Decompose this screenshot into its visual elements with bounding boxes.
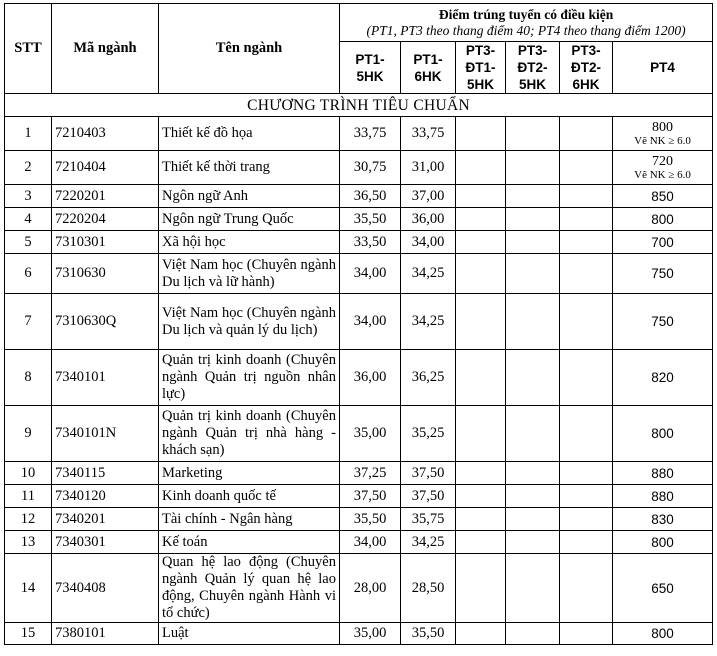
row-pt3-dt1-5hk: [456, 485, 506, 508]
row-pt3-dt2-6hk: [560, 508, 613, 531]
row-name: Luật: [159, 623, 340, 645]
row-pt4: 700: [613, 231, 713, 254]
row-pt3-dt2-5hk: [506, 462, 560, 485]
row-pt3-dt1-5hk: [456, 185, 506, 208]
row-pt1-6hk: 31,00: [401, 151, 456, 185]
header-group-title: Điểm trúng tuyển có điều kiện: [438, 7, 614, 22]
row-code: 7210403: [52, 117, 159, 151]
row-pt3-dt1-5hk: [456, 554, 506, 623]
row-pt4: [613, 151, 713, 185]
row-pt4: 650: [613, 554, 713, 623]
header-stt: STT: [5, 4, 52, 94]
section-row: [5, 94, 713, 117]
row-pt1-6hk: 34,25: [401, 254, 456, 294]
row-pt4: 830: [613, 508, 713, 531]
row-code: 7220204: [52, 208, 159, 231]
row-pt4: 820: [613, 350, 713, 406]
row-code: 7310630: [52, 254, 159, 294]
row-pt4: 750: [613, 294, 713, 350]
row-name: Quản trị kinh doanh (Chuyên ngành Quản trị nguồn nhân lực): [159, 350, 340, 406]
row-stt: 7: [5, 294, 52, 350]
row-pt3-dt1-5hk: [456, 508, 506, 531]
row-code: 7340120: [52, 485, 159, 508]
row-pt3-dt2-5hk: [506, 254, 560, 294]
header-name: Tên ngành: [159, 4, 340, 94]
row-pt3-dt2-6hk: [560, 231, 613, 254]
row-pt3-dt2-6hk: [560, 117, 613, 151]
row-pt3-dt2-6hk: [560, 151, 613, 185]
row-pt1-5hk: 30,75: [340, 151, 401, 185]
row-pt3-dt2-5hk: [506, 623, 560, 645]
row-code: 7340408: [52, 554, 159, 623]
row-pt1-6hk: 36,25: [401, 350, 456, 406]
row-pt1-5hk: 34,00: [340, 531, 401, 554]
table-row: [5, 485, 713, 508]
table-row: [5, 208, 713, 231]
row-stt: 2: [5, 151, 52, 185]
table-row: [5, 623, 713, 645]
row-name: Kế toán: [159, 531, 340, 554]
row-pt3-dt2-5hk: [506, 151, 560, 185]
header-pt4: PT4: [613, 42, 713, 94]
header-pt3-dt2-5hk: PT3-ĐT2-5HK: [506, 42, 560, 94]
row-pt1-6hk: 35,25: [401, 406, 456, 462]
row-pt1-5hk: 33,50: [340, 231, 401, 254]
row-stt: 6: [5, 254, 52, 294]
row-pt1-5hk: 35,50: [340, 208, 401, 231]
row-stt: 4: [5, 208, 52, 231]
row-code: 7220201: [52, 185, 159, 208]
row-pt1-6hk: 34,25: [401, 531, 456, 554]
table-row: [5, 462, 713, 485]
row-stt: 5: [5, 231, 52, 254]
row-pt4: 880: [613, 462, 713, 485]
row-pt1-5hk: 28,00: [340, 554, 401, 623]
row-pt4-note: Vẽ NK ≥ 6.0: [634, 135, 691, 147]
row-pt3-dt2-5hk: [506, 508, 560, 531]
row-pt3-dt1-5hk: [456, 462, 506, 485]
header-pt1-5hk: PT1-5HK: [340, 42, 401, 94]
row-name: Quan hệ lao động (Chuyên ngành Quản lý quan hệ lao động, Chuyên ngành Hành vi tổ chức): [159, 554, 340, 623]
row-name: Ngôn ngữ Anh: [159, 185, 340, 208]
header-pt3-dt2-6hk: PT3-ĐT2-6HK: [560, 42, 613, 94]
row-code: 7340201: [52, 508, 159, 531]
row-pt1-6hk: 35,50: [401, 623, 456, 645]
row-pt4-note: Vẽ NK ≥ 6.0: [634, 169, 691, 181]
row-name: Thiết kế thời trang: [159, 151, 340, 185]
row-pt3-dt2-5hk: [506, 554, 560, 623]
row-pt3-dt1-5hk: [456, 231, 506, 254]
row-pt3-dt2-6hk: [560, 254, 613, 294]
header-pt3-dt1-5hk: PT3-ĐT1-5HK: [456, 42, 506, 94]
row-pt3-dt2-5hk: [506, 231, 560, 254]
row-code: 7380101: [52, 623, 159, 645]
row-name: Việt Nam học (Chuyên ngành Du lịch và lữ hành): [159, 254, 340, 294]
row-pt1-5hk: 33,75: [340, 117, 401, 151]
row-pt4: 800: [613, 623, 713, 645]
row-name: Thiết kế đồ họa: [159, 117, 340, 151]
row-pt3-dt2-5hk: [506, 208, 560, 231]
row-pt4-score: 800: [652, 120, 674, 135]
table-row: [5, 117, 713, 151]
row-name: Xã hội học: [159, 231, 340, 254]
row-pt3-dt1-5hk: [456, 254, 506, 294]
row-code: 7340101: [52, 350, 159, 406]
row-code: 7310630Q: [52, 294, 159, 350]
row-code: 7340115: [52, 462, 159, 485]
row-code: 7310301: [52, 231, 159, 254]
row-pt1-6hk: 34,00: [401, 231, 456, 254]
row-name: Kinh doanh quốc tế: [159, 485, 340, 508]
row-pt1-5hk: 37,50: [340, 485, 401, 508]
row-pt3-dt2-6hk: [560, 462, 613, 485]
row-pt3-dt2-6hk: [560, 350, 613, 406]
table-row: [5, 231, 713, 254]
row-pt3-dt2-6hk: [560, 406, 613, 462]
row-pt1-6hk: 34,25: [401, 294, 456, 350]
row-pt1-5hk: 36,50: [340, 185, 401, 208]
row-pt3-dt2-5hk: [506, 185, 560, 208]
row-pt1-5hk: 35,00: [340, 623, 401, 645]
row-name: Marketing: [159, 462, 340, 485]
row-pt3-dt2-6hk: [560, 623, 613, 645]
row-code: 7210404: [52, 151, 159, 185]
row-pt4: 800: [613, 531, 713, 554]
row-pt1-6hk: 33,75: [401, 117, 456, 151]
row-pt3-dt2-6hk: [560, 185, 613, 208]
row-pt3-dt2-6hk: [560, 531, 613, 554]
row-pt3-dt1-5hk: [456, 531, 506, 554]
row-pt1-5hk: 35,50: [340, 508, 401, 531]
table-row: [5, 185, 713, 208]
table-row: [5, 508, 713, 531]
row-pt1-5hk: 37,25: [340, 462, 401, 485]
row-pt1-5hk: 36,00: [340, 350, 401, 406]
row-pt3-dt2-5hk: [506, 485, 560, 508]
row-stt: 11: [5, 485, 52, 508]
row-name: Việt Nam học (Chuyên ngành Du lịch và quản lý du lịch): [159, 294, 340, 350]
row-pt4: 800: [613, 406, 713, 462]
row-stt: 9: [5, 406, 52, 462]
row-pt4-score: 720: [652, 154, 674, 169]
row-pt1-5hk: 34,00: [340, 294, 401, 350]
row-pt3-dt2-5hk: [506, 531, 560, 554]
row-stt: 8: [5, 350, 52, 406]
row-stt: 12: [5, 508, 52, 531]
row-pt3-dt1-5hk: [456, 406, 506, 462]
row-stt: 1: [5, 117, 52, 151]
row-stt: 3: [5, 185, 52, 208]
row-pt3-dt1-5hk: [456, 350, 506, 406]
section-title: CHƯƠNG TRÌNH TIÊU CHUẨN: [5, 94, 713, 117]
header-pt1-6hk: PT1-6HK: [401, 42, 456, 94]
row-pt1-5hk: 35,00: [340, 406, 401, 462]
table-row: [5, 294, 713, 350]
table-row: [5, 406, 713, 462]
row-pt1-6hk: 37,00: [401, 185, 456, 208]
header-code: Mã ngành: [52, 4, 159, 94]
row-pt4: 880: [613, 485, 713, 508]
header-group: [340, 4, 713, 42]
row-stt: 14: [5, 554, 52, 623]
row-pt1-6hk: 37,50: [401, 462, 456, 485]
row-stt: 10: [5, 462, 52, 485]
admission-score-table: [4, 3, 713, 645]
row-pt3-dt2-5hk: [506, 294, 560, 350]
row-pt3-dt2-6hk: [560, 294, 613, 350]
row-pt1-6hk: 36,00: [401, 208, 456, 231]
row-name: Tài chính - Ngân hàng: [159, 508, 340, 531]
table-row: [5, 350, 713, 406]
row-pt1-6hk: 28,50: [401, 554, 456, 623]
row-pt3-dt1-5hk: [456, 117, 506, 151]
header-group-subtitle: (PT1, PT3 theo thang điểm 40; PT4 theo thang điểm 1200): [366, 23, 686, 38]
row-pt3-dt1-5hk: [456, 623, 506, 645]
row-stt: 13: [5, 531, 52, 554]
row-pt4: [613, 117, 713, 151]
table-row: [5, 254, 713, 294]
table-row: [5, 531, 713, 554]
row-pt3-dt1-5hk: [456, 294, 506, 350]
row-pt1-6hk: 35,75: [401, 508, 456, 531]
row-pt3-dt2-5hk: [506, 406, 560, 462]
row-pt3-dt2-5hk: [506, 117, 560, 151]
row-pt1-5hk: 34,00: [340, 254, 401, 294]
row-pt3-dt2-6hk: [560, 208, 613, 231]
row-stt: 15: [5, 623, 52, 645]
row-pt4: 800: [613, 208, 713, 231]
row-name: Ngôn ngữ Trung Quốc: [159, 208, 340, 231]
row-pt4: 750: [613, 254, 713, 294]
row-name: Quản trị kinh doanh (Chuyên ngành Quản trị nhà hàng - khách sạn): [159, 406, 340, 462]
table-body: [5, 94, 713, 645]
row-pt1-6hk: 37,50: [401, 485, 456, 508]
row-pt3-dt1-5hk: [456, 151, 506, 185]
row-pt4: 850: [613, 185, 713, 208]
row-pt3-dt1-5hk: [456, 208, 506, 231]
row-pt3-dt2-6hk: [560, 485, 613, 508]
row-code: 7340101N: [52, 406, 159, 462]
row-pt3-dt2-5hk: [506, 350, 560, 406]
table-row: [5, 151, 713, 185]
table-row: [5, 554, 713, 623]
row-pt3-dt2-6hk: [560, 554, 613, 623]
row-code: 7340301: [52, 531, 159, 554]
